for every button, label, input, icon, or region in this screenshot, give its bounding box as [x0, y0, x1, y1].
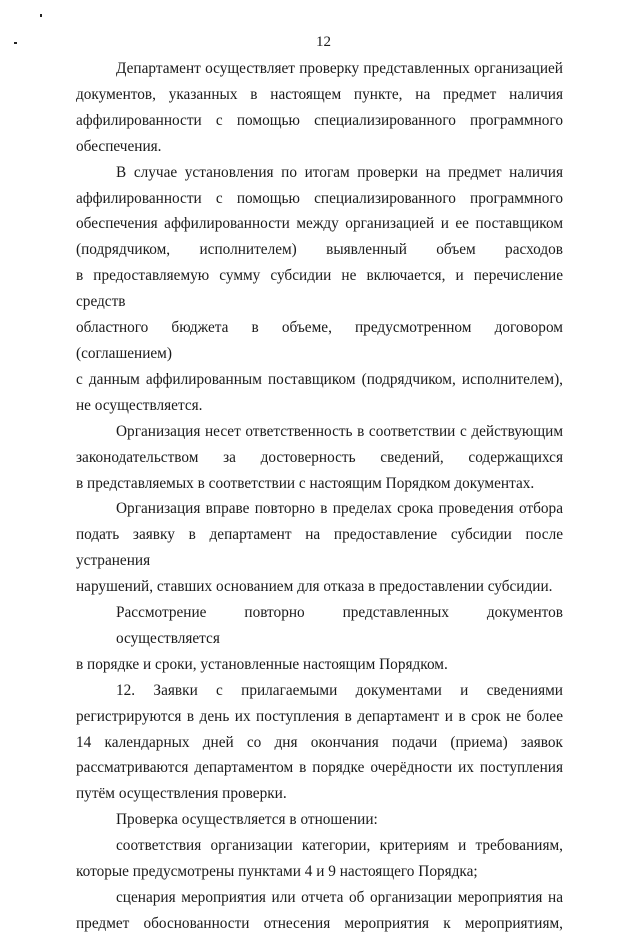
- text-line: нарушений, ставших основанием для отказа в предоставлении субсидии.: [76, 578, 553, 596]
- scan-mark: [40, 14, 42, 17]
- text-line: Организация вправе повторно в пределах срока проведения отбора: [116, 500, 563, 518]
- text-line: не осуществляется.: [76, 396, 203, 414]
- text-line: соответствия организации категории, критериям и требованиям,: [116, 837, 563, 855]
- paragraph: [76, 496, 563, 600]
- text-line: аффилированности с помощью специализированного программного: [76, 189, 563, 207]
- text-line: регистрируются в день их поступления в департамент и в срок не более: [76, 707, 563, 725]
- text-line: в представляемых в соответствии с настоящим Порядком документах.: [76, 474, 535, 492]
- text-line: законодательством за достоверность сведений, содержащихся: [76, 448, 563, 466]
- text-line: сценария мероприятия или отчета об организации мероприятия на: [116, 889, 563, 906]
- text-line: Рассмотрение повторно представленных документов осуществляется: [116, 604, 563, 647]
- paragraph: [76, 833, 563, 885]
- paragraph: [76, 807, 563, 833]
- paragraph: [76, 678, 563, 808]
- paragraph: [76, 160, 563, 419]
- paragraph: [76, 56, 563, 160]
- text-line: 12. Заявки с прилагаемыми документами и сведениями: [116, 681, 563, 699]
- text-line: предмет обоснованности отнесения мероприятия к мероприятиям,: [76, 914, 563, 932]
- text-line: (подрядчиком, исполнителем) выявленный объем расходов: [76, 241, 563, 259]
- text-line: Организация несет ответственность в соответствии с действующим: [116, 422, 563, 440]
- text-line: обеспечения.: [76, 137, 162, 155]
- paragraph: [76, 419, 563, 497]
- page-number: 12: [316, 34, 331, 50]
- text-line: документов, указанных в настоящем пункте, на предмет наличия: [76, 85, 563, 103]
- text-line: в предоставляемую сумму субсидии не включается, и перечисление средств: [76, 267, 563, 311]
- paragraph: [76, 885, 563, 937]
- text-line: путём осуществления проверки.: [76, 785, 287, 803]
- text-line: Департамент осуществляет проверку представленных организацией: [116, 60, 563, 77]
- document-body: [76, 56, 563, 937]
- text-line: которые предусмотрены пунктами 4 и 9 настоящего Порядка;: [76, 863, 478, 881]
- text-line: аффилированности с помощью специализированного программного: [76, 111, 563, 129]
- text-line: подать заявку в департамент на предоставление субсидии после устранения: [76, 526, 563, 570]
- text-line: обеспечения аффилированности между организацией и ее поставщиком: [76, 215, 563, 233]
- text-line: 14 календарных дней со дня окончания подачи (приема) заявок: [76, 733, 563, 751]
- text-line: Проверка осуществляется в отношении:: [116, 811, 378, 829]
- paragraph: [76, 600, 563, 678]
- text-line: В случае установления по итогам проверки на предмет наличия: [116, 163, 563, 181]
- text-line: областного бюджета в объеме, предусмотренном договором (соглашением): [76, 319, 563, 362]
- text-line: в порядке и сроки, установленные настоящим Порядком.: [76, 655, 448, 673]
- text-line: с данным аффилированным поставщиком (подрядчиком, исполнителем),: [76, 370, 563, 388]
- text-line: рассматриваются департаментом в порядке очерёдности их поступления: [76, 759, 563, 777]
